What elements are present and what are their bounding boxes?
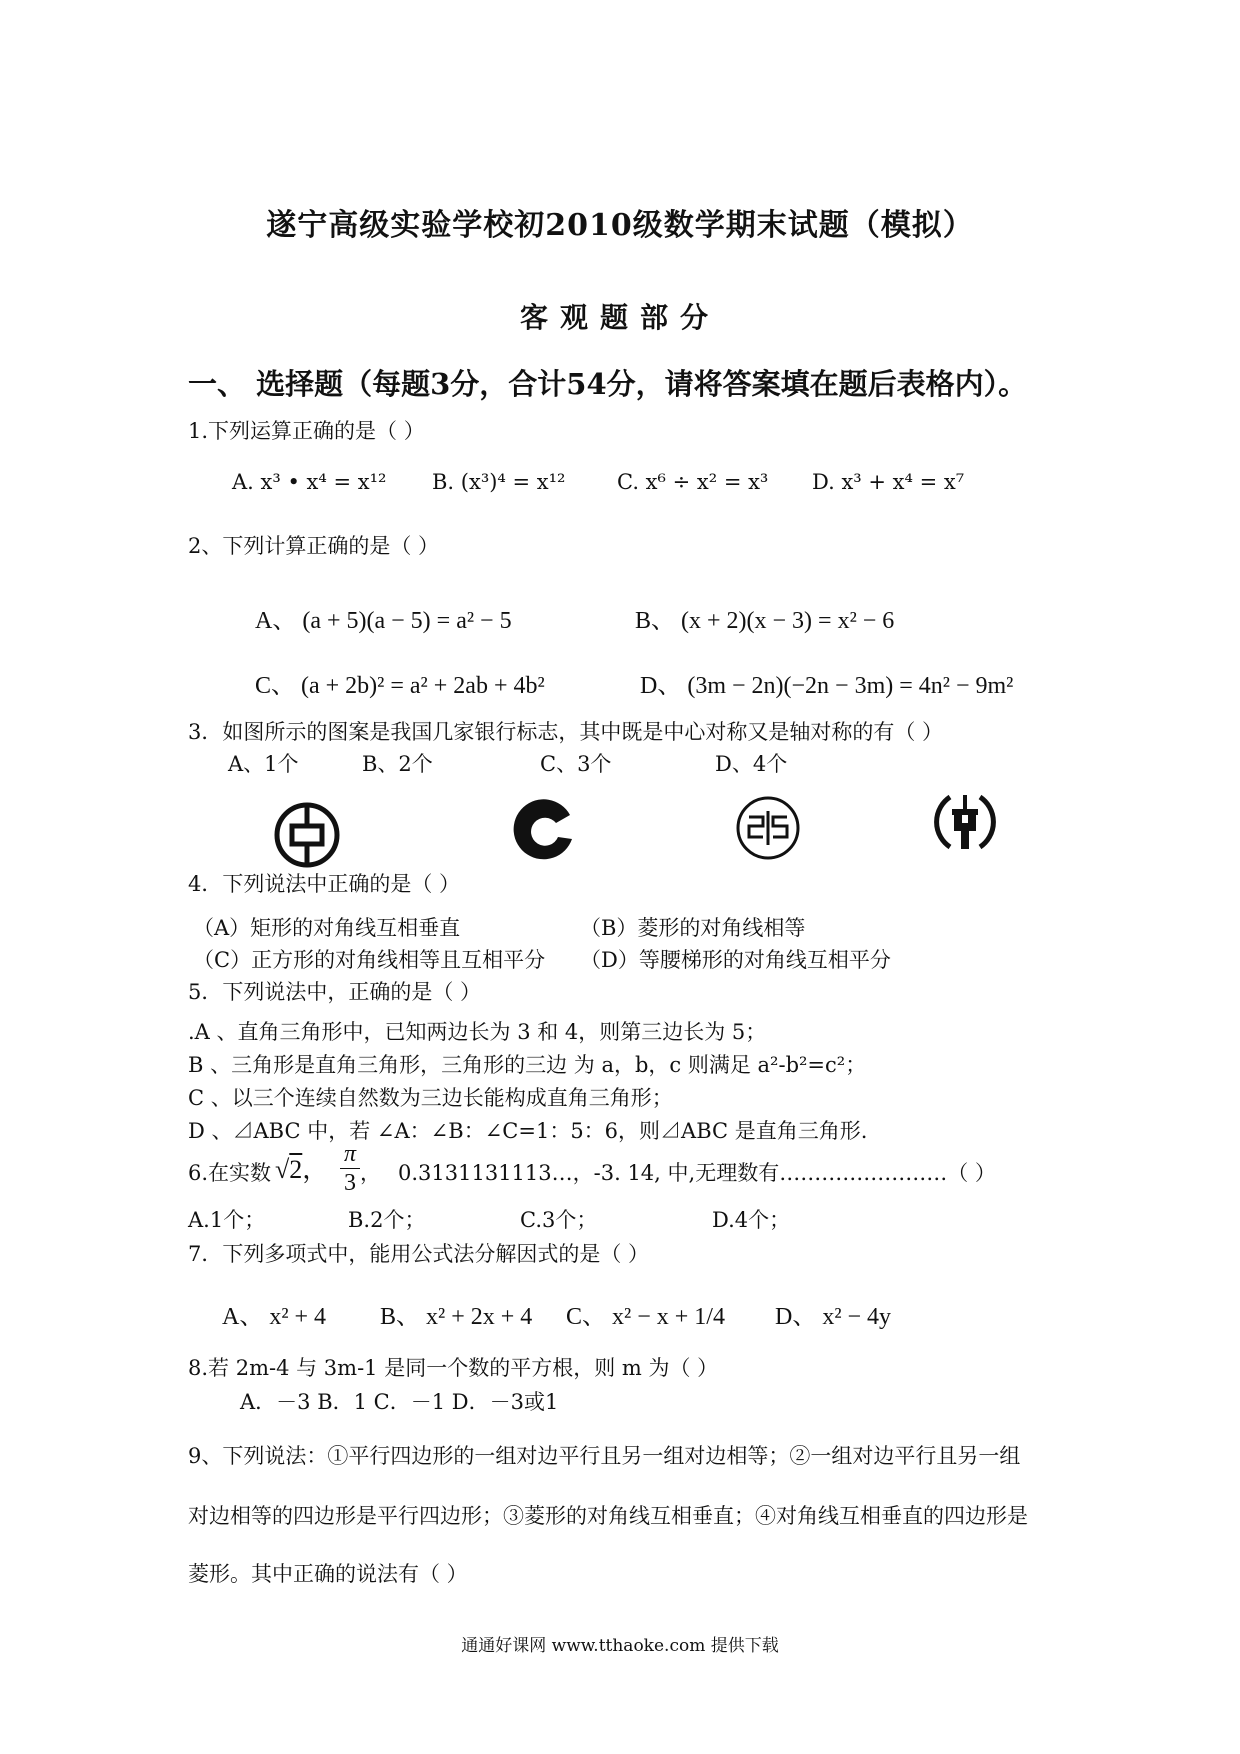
question-5-option-a: .A 、直角三角形中，已知两边长为 3 和 4，则第三边长为 5； <box>188 1020 767 1044</box>
question-7-stem: 7．下列多项式中，能用公式法分解因式的是（ ） <box>188 1242 650 1266</box>
bank-logo-1-icon <box>272 800 342 870</box>
question-4-option-c: （C）正方形的对角线相等且互相平分 <box>193 948 546 972</box>
question-8-stem: 8.若 2m-4 与 3m-1 是同一个数的平方根，则 m 为（ ） <box>188 1356 719 1380</box>
question-5-stem: 5．下列说法中，正确的是（ ） <box>188 980 482 1004</box>
question-7-option-a: A、 x² + 4 <box>222 1304 327 1330</box>
question-2-option-b: B、 (x + 2)(x − 3) = x² − 6 <box>635 608 895 634</box>
question-3-option-a: A、1个 <box>228 752 299 776</box>
question-8-options: A．－3 B．1 C．－1 D．－3或1 <box>240 1390 559 1414</box>
question-7-option-d: D、 x² − 4y <box>775 1304 892 1330</box>
question-3-option-c: C、3个 <box>540 752 612 776</box>
question-6-option-d: D.4个； <box>712 1208 791 1232</box>
question-6-option-b: B.2个； <box>348 1208 426 1232</box>
question-1-option-a: A. x³ • x⁴ = x¹² <box>232 470 387 494</box>
question-5-option-d: D 、⊿ABC 中，若 ∠A：∠B：∠C=1：5：6，则⊿ABC 是直角三角形. <box>188 1119 868 1143</box>
part-title: 客观题部分 <box>519 301 720 334</box>
question-9-line-1: 9、下列说法：①平行四边形的一组对边平行且另一组对边相等；②一组对边平行且另一组 <box>188 1444 1021 1468</box>
fraction-comma: ， <box>360 1161 381 1185</box>
question-4-stem: 4．下列说法中正确的是（ ） <box>188 872 461 896</box>
question-7-option-b: B、 x² + 2x + 4 <box>380 1304 533 1330</box>
question-7-option-c: C、 x² − x + 1/4 <box>566 1304 725 1330</box>
exam-title: 遂宁高级实验学校初2010级数学期末试题（模拟） <box>266 208 974 243</box>
bank-logo-3-icon <box>733 793 803 863</box>
bank-logo-4-icon <box>930 787 1000 857</box>
question-9-line-2: 对边相等的四边形是平行四边形；③菱形的对角线互相垂直；④对角线互相垂直的四边形是 <box>188 1504 1028 1528</box>
pi-over-3-fraction: π 3 <box>340 1140 360 1197</box>
question-3-option-d: D、4个 <box>715 752 788 776</box>
question-1-option-b: B. (x³)⁴ = x¹² <box>432 470 566 494</box>
question-1-option-c: C. x⁶ ÷ x² = x³ <box>617 470 769 494</box>
question-6-stem-prefix: 6.在实数 <box>188 1161 272 1185</box>
question-1-stem: 1.下列运算正确的是（ ） <box>188 419 425 443</box>
question-2-option-a: A、 (a + 5)(a − 5) = a² − 5 <box>255 608 512 634</box>
question-6-stem-rest: 0.3131131113…，-3. 14, 中,无理数有……………………（ ） <box>398 1161 996 1185</box>
question-4-option-a: （A）矩形的对角线互相垂直 <box>193 916 461 940</box>
section-heading: 一、 选择题（每题3分，合计54分，请将答案填在题后表格内）。 <box>188 367 1028 401</box>
question-6-option-a: A.1个； <box>188 1208 266 1232</box>
question-2-option-c: C、 (a + 2b)² = a² + 2ab + 4b² <box>255 673 545 699</box>
question-6-option-c: C.3个； <box>520 1208 598 1232</box>
question-9-line-3: 菱形。其中正确的说法有（ ） <box>188 1562 468 1586</box>
page-footer: 通通好课网 www.tthaoke.com 提供下载 <box>461 1636 779 1656</box>
question-4-option-b: （B）菱形的对角线相等 <box>580 916 806 940</box>
question-4-option-d: （D）等腰梯形的对角线互相平分 <box>580 948 891 972</box>
question-5-option-c: C 、以三个连续自然数为三边长能构成直角三角形； <box>188 1086 673 1110</box>
question-3-stem: 3．如图所示的图案是我国几家银行标志，其中既是中心对称又是轴对称的有（ ） <box>188 720 944 744</box>
question-5-option-b: B 、三角形是直角三角形，三角形的三边 为 a，b，c 则满足 a²-b²=c²； <box>188 1053 867 1077</box>
question-1-option-d: D. x³ + x⁴ = x⁷ <box>812 470 965 494</box>
question-2-stem: 2、下列计算正确的是（ ） <box>188 534 440 558</box>
bank-logo-2-icon <box>510 795 580 865</box>
question-2-option-d: D、 (3m − 2n)(−2n − 3m) = 4n² − 9m² <box>640 673 1014 699</box>
question-3-option-b: B、2个 <box>362 752 433 776</box>
sqrt-2-expression: √2， <box>275 1155 329 1184</box>
